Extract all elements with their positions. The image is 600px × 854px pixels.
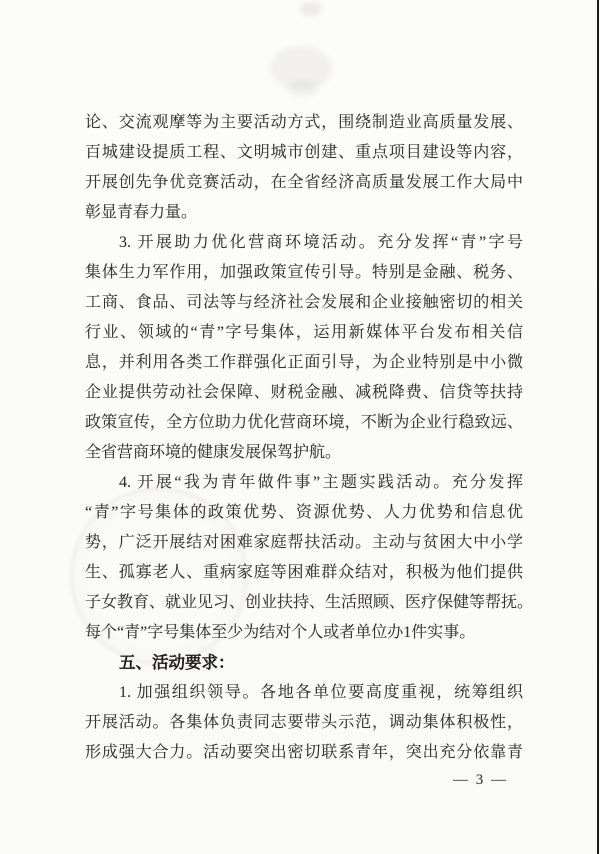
text-line: 1. 加强组织领导。各地各单位要高度重视，统筹组织: [119, 684, 523, 701]
text-line: 子女教育、就业见习、创业扶持、生活照顾、医疗保健等帮抚。: [85, 594, 534, 611]
text-line: 政策宣传，全方位助力优化营商环境，不断为企业行稳致远、: [85, 414, 523, 431]
text-line: 势，广泛开展结对困难家庭帮扶活动。主动与贫困大中小学: [85, 534, 523, 551]
text-line: 工商、食品、司法等与经济社会发展和企业接触密切的相关: [85, 294, 523, 311]
text-line: 每个“青”字号集体至少为结对个人或者单位办1件实事。: [85, 624, 476, 641]
text-line: 生、孤寡老人、重病家庭等困难群众结对，积极为他们提供: [85, 564, 523, 581]
scan-smudge: [288, 80, 318, 98]
text-line: 企业提供劳动社会保障、财税金融、减税降费、信贷等扶持: [85, 384, 523, 401]
text-line: 开展活动。各集体负责同志要带头示范，调动集体积极性，: [85, 714, 523, 731]
document-body: [85, 108, 534, 768]
text-line: 4. 开展“我为青年做件事”主题实践活动。充分发挥: [119, 474, 523, 491]
text-line: 集体生力军作用，加强政策宣传引导。特别是金融、税务、: [85, 264, 523, 281]
text-line: 论、交流观摩等为主要活动方式，围绕制造业高质量发展、: [85, 114, 523, 131]
text-line: 行业、领域的“青”字号集体，运用新媒体平台发布相关信: [85, 324, 523, 341]
text-line: 息，并利用各类工作群强化正面引导，为企业特别是中小微: [85, 354, 523, 371]
text-line: 开展创先争优竞赛活动，在全省经济高质量发展工作大局中: [85, 174, 523, 191]
scan-smudge: [300, 2, 322, 16]
text-line: “青”字号集体的政策优势、资源优势、人力优势和信息优: [85, 504, 523, 521]
text-line: 形成强大合力。活动要突出密切联系青年，突出充分依靠青: [85, 744, 523, 761]
scan-edge-line: [597, 0, 599, 854]
text-line: 全省营商环境的健康发展保驾护航。: [85, 444, 342, 461]
page-number: — 3 —: [453, 772, 508, 788]
text-line: 百城建设提质工程、文明城市创建、重点项目建设等内容，: [85, 144, 523, 161]
text-line: 3. 开展助力优化营商环境活动。充分发挥“青”字号: [119, 234, 523, 251]
section-heading: 五、活动要求：: [119, 654, 235, 672]
text-line: 彰显青春力量。: [85, 204, 198, 221]
